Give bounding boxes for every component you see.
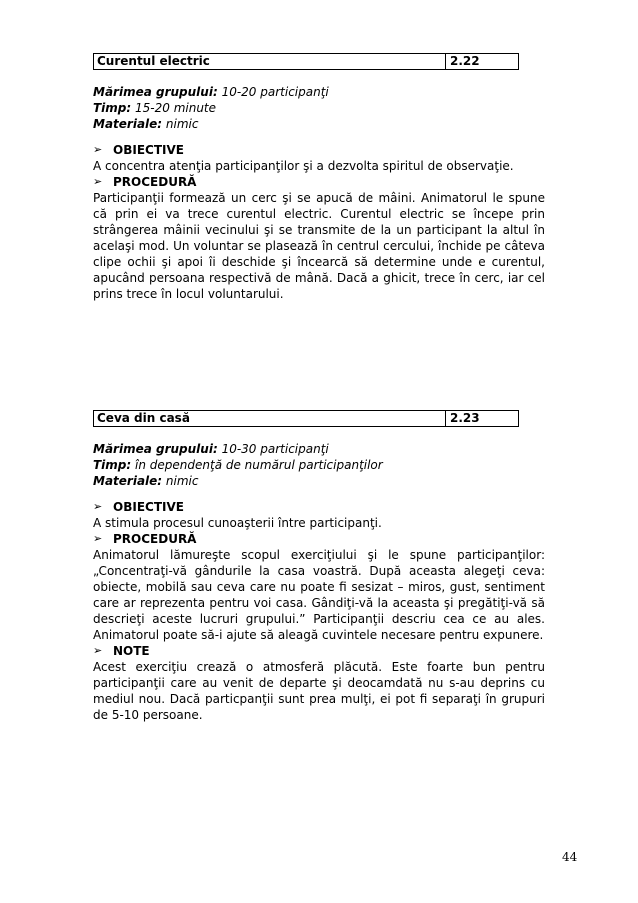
objective-heading: ➢ OBIECTIVE: [93, 143, 184, 157]
exercise-header: [93, 410, 519, 427]
section-curentul-electric: [93, 53, 545, 302]
objective-text: A concentra atenţia participanţilor şi a dezvolta spiritul de observaţie.: [93, 159, 514, 173]
exercise-meta: [93, 441, 545, 489]
group-size-value: 10-20 participanţi: [217, 85, 329, 99]
arrow-bullet-icon: ➢: [93, 143, 103, 156]
time-value: în dependenţă de numărul participanţilor: [131, 458, 383, 472]
exercise-meta: [93, 84, 545, 132]
procedure-text: Animatorul lămureşte scopul exerciţiului şi le spune participanţilor: „Concentraţi-vă gândurile la casa voastră. După aceasta alegeţi ceva: obiecte, mobilă sau ceva care nu poate fi sesizat – miros, gust, sentiment care ar reprezenta pentru voi casa. Gândiţi-vă la aceasta şi pregătiţi-vă să descrieţi aceste lucruri grupului.” Participanţii descriu cea ce au ales. Animatorul poate să-i ajute să aleagă cuvintele necesare pentru expunere.: [93, 548, 545, 642]
objective-heading: ➢ OBIECTIVE: [93, 500, 184, 514]
exercise-title: Curentul electric: [94, 54, 446, 69]
objective-text: A stimula procesul cunoaşterii între participanţi.: [93, 516, 382, 530]
arrow-bullet-icon: ➢: [93, 644, 103, 657]
materials-label: Materiale:: [93, 117, 163, 131]
materials-label: Materiale:: [93, 474, 163, 488]
time-label: Timp:: [93, 458, 132, 472]
section-ceva-din-casa: [93, 410, 545, 723]
materials-value: nimic: [162, 474, 199, 488]
group-size-label: Mărimea grupului:: [93, 442, 218, 456]
arrow-bullet-icon: ➢: [93, 532, 103, 545]
materials-value: nimic: [162, 117, 199, 131]
exercise-title: Ceva din casă: [94, 411, 446, 426]
time-label: Timp:: [93, 101, 132, 115]
time-value: 15-20 minute: [131, 101, 217, 115]
group-size-value: 10-30 participanţi: [217, 442, 329, 456]
notes-heading: ➢ NOTE: [93, 644, 150, 658]
procedure-text: Participanţii formează un cerc şi se apucă de mâini. Animatorul le spune că prin ei va trece curentul electric. Curentul electric se începe prin strângerea mâinii vecinului şi se transmite de la un participant la altul în acelaşi mod. Un voluntar se plasează în centrul cercului, închide pe câteva clipe ochii şi apoi îi deschide şi încearcă să determine unde e curentul, apucând persoana respectivă de mână. Dacă a ghicit, trece în cerc, iar cel prins trece în locul voluntarului.: [93, 191, 545, 301]
procedure-heading: ➢ PROCEDURĂ: [93, 532, 197, 546]
arrow-bullet-icon: ➢: [93, 175, 103, 188]
exercise-number: 2.22: [450, 54, 480, 68]
group-size-label: Mărimea grupului:: [93, 85, 218, 99]
procedure-heading: ➢ PROCEDURĂ: [93, 175, 197, 189]
exercise-header: [93, 53, 519, 70]
arrow-bullet-icon: ➢: [93, 500, 103, 513]
notes-text: Acest exerciţiu crează o atmosferă plăcută. Este foarte bun pentru participanţii care au venit de departe şi deocamdată nu s-au deprins cu mediul nou. Dacă particpanţii sunt prea mulţi, ei pot fi separaţi în grupuri de 5-10 persoane.: [93, 660, 545, 722]
page-number: 44: [562, 850, 578, 864]
exercise-number: 2.23: [450, 411, 480, 425]
